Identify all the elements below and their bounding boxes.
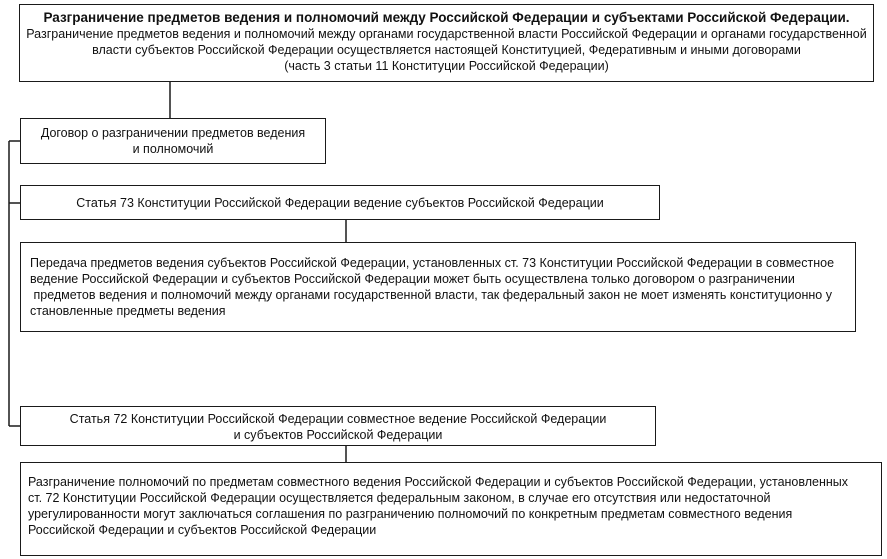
transfer-line-4: становленные предметы ведения <box>30 304 226 318</box>
article73-box <box>20 185 660 220</box>
treaty-line-1: Договор о разграничении предметов ведения <box>40 126 306 140</box>
joint-line-3: урегулированности могут заключаться соглашения по разграничению полномочий по конкретным предметам совместного ведения <box>28 507 793 521</box>
joint-box <box>20 462 882 556</box>
treaty-box <box>20 118 326 164</box>
article73-label: Статья 73 Конституции Российской Федерации ведение субъектов Российской Федерации <box>76 196 604 210</box>
header-line-3: (часть 3 статьи 11 Конституции Российской Федерации) <box>284 59 609 73</box>
article72-line-2: и субъектов Российской Федерации <box>233 428 443 442</box>
header-line-2: власти субъектов Российской Федерации осуществляется настоящей Конституцией, Федеративным и иными договорами <box>92 43 801 57</box>
article72-box <box>20 406 656 446</box>
joint-line-4: Российской Федерации и субъектов Российской Федерации <box>28 523 377 537</box>
transfer-line-1: Передача предметов ведения субъектов Российской Федерации, установленных ст. 73 Конституции Российской Федерации в совместное <box>30 256 835 270</box>
joint-line-2: ст. 72 Конституции Российской Федерации осуществляется федеральным законом, в случае его отсутствия или недостаточной <box>28 491 771 505</box>
article72-line-1: Статья 72 Конституции Российской Федерации совместное ведение Российской Федерации <box>69 412 607 426</box>
joint-line-1: Разграничение полномочий по предметам совместного ведения Российской Федерации и субъектов Российской Федерации, установленных <box>28 475 849 489</box>
header-line-1: Разграничение предметов ведения и полномочий между органами государственной власти Российской Федерации и органами государственной <box>26 27 867 41</box>
transfer-box <box>20 242 856 332</box>
treaty-line-2: и полномочий <box>132 142 214 156</box>
transfer-line-3: предметов ведения и полномочий между органами государственной власти, так федеральный закон не моет изменять конституционно у <box>30 288 832 302</box>
header-box <box>19 4 874 82</box>
transfer-line-2: ведение Российской Федерации и субъектов Российской Федерации может быть осуществлена только договором о разграничении <box>30 272 795 286</box>
header-title: Разграничение предметов ведения и полномочий между Российской Федерации и субъектами Российской Федерации. <box>43 10 850 25</box>
